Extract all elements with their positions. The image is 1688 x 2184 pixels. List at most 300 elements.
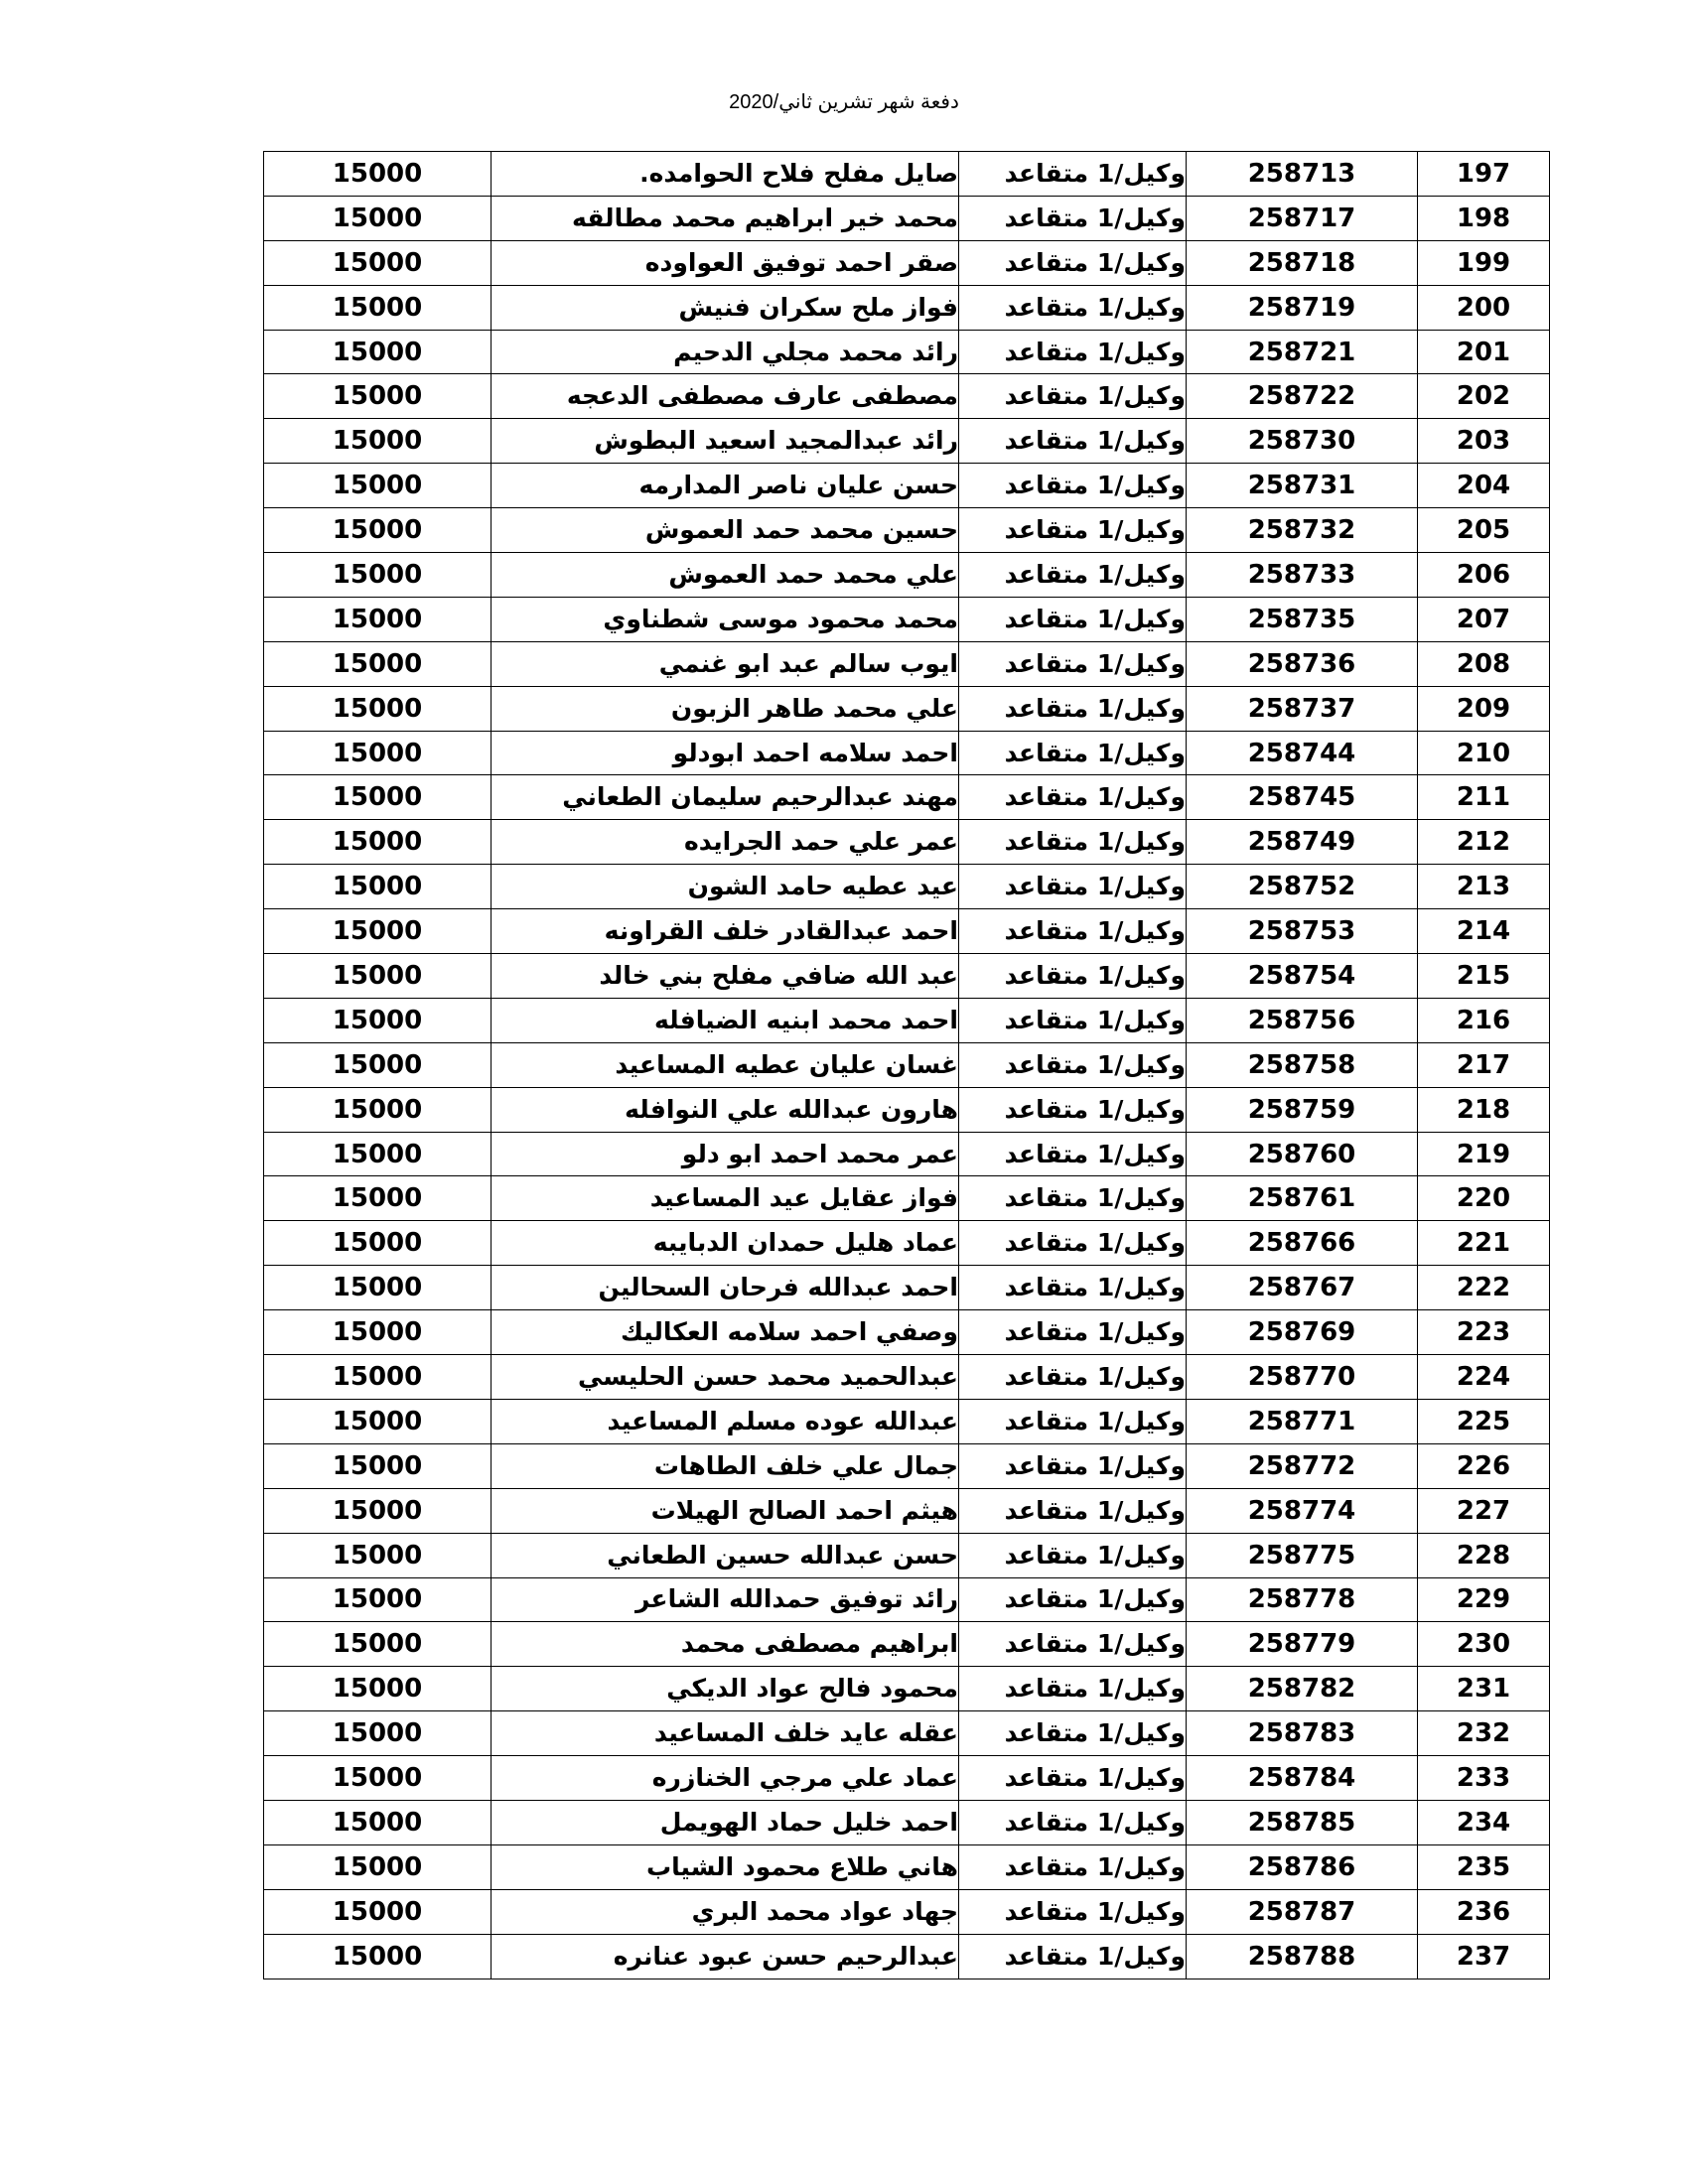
row-number: 221: [1456, 1228, 1511, 1259]
id-number-cell: [1187, 1934, 1418, 1979]
id-number-cell: [1187, 775, 1418, 820]
id-number: 258717: [1247, 203, 1356, 233]
amount-cell: [264, 731, 492, 775]
category-cell: [959, 1889, 1187, 1934]
row-number: 209: [1456, 693, 1511, 724]
id-number-cell: [1187, 508, 1418, 553]
row-number-cell: [1418, 1443, 1550, 1488]
id-number: 258774: [1247, 1495, 1356, 1526]
id-number: 258733: [1247, 559, 1356, 590]
full-name: غسان عليان عطيه المساعيد: [615, 1049, 958, 1079]
amount: 15000: [332, 693, 423, 724]
id-number-cell: [1187, 954, 1418, 999]
id-number-cell: [1187, 553, 1418, 598]
name-cell: [492, 909, 959, 954]
table-row: [264, 1667, 1550, 1711]
full-name: عبدالرحيم حسن عبود عنانره: [613, 1941, 958, 1971]
amount-cell: [264, 1934, 492, 1979]
amount-cell: [264, 1176, 492, 1221]
id-number: 258772: [1247, 1450, 1356, 1481]
category: وكيل/1 متقاعد: [1004, 1807, 1186, 1837]
full-name: جهاد عواد محمد البري: [691, 1896, 958, 1926]
table-row: [264, 1087, 1550, 1132]
row-number-cell: [1418, 1310, 1550, 1355]
id-number-cell: [1187, 464, 1418, 508]
name-cell: [492, 553, 959, 598]
full-name: عمر محمد احمد ابو دلو: [681, 1139, 958, 1168]
category: وكيل/1 متقاعد: [1004, 1005, 1186, 1034]
category-cell: [959, 731, 1187, 775]
name-cell: [492, 1355, 959, 1400]
table-row: [264, 686, 1550, 731]
category: وكيل/1 متقاعد: [1004, 203, 1186, 232]
id-number: 258719: [1247, 292, 1356, 323]
id-number-cell: [1187, 1577, 1418, 1622]
table-row: [264, 1355, 1550, 1400]
row-number-cell: [1418, 1577, 1550, 1622]
row-number-cell: [1418, 1800, 1550, 1844]
amount-cell: [264, 909, 492, 954]
row-number-cell: [1418, 152, 1550, 197]
category-cell: [959, 1132, 1187, 1176]
category-cell: [959, 1443, 1187, 1488]
table-row: [264, 196, 1550, 240]
row-number: 212: [1456, 827, 1511, 858]
payment-table: [263, 151, 1550, 1979]
category: وكيل/1 متقاعد: [1004, 1406, 1186, 1435]
amount: 15000: [332, 1361, 423, 1392]
id-number-cell: [1187, 1756, 1418, 1801]
row-number-cell: [1418, 1889, 1550, 1934]
id-number: 258788: [1247, 1941, 1356, 1972]
row-number: 223: [1456, 1317, 1511, 1348]
id-number-cell: [1187, 196, 1418, 240]
row-number: 226: [1456, 1450, 1511, 1481]
category: وكيل/1 متقاعد: [1004, 1183, 1186, 1213]
table-row: [264, 1221, 1550, 1266]
category-cell: [959, 998, 1187, 1042]
amount-cell: [264, 464, 492, 508]
amount: 15000: [332, 1049, 423, 1080]
amount: 15000: [332, 381, 423, 412]
amount-cell: [264, 1399, 492, 1443]
full-name: احمد محمد ابنيه الضيافله: [653, 1005, 958, 1034]
amount: 15000: [332, 648, 423, 679]
full-name: صايل مفلح فلاح الحوامده.: [639, 158, 958, 188]
table-row: [264, 464, 1550, 508]
row-number: 217: [1456, 1049, 1511, 1080]
category-cell: [959, 240, 1187, 285]
id-number-cell: [1187, 686, 1418, 731]
row-number: 232: [1456, 1718, 1511, 1749]
id-number-cell: [1187, 1399, 1418, 1443]
category: وكيل/1 متقاعد: [1004, 693, 1186, 723]
id-number-cell: [1187, 1667, 1418, 1711]
amount-cell: [264, 1889, 492, 1934]
category: وكيل/1 متقاعد: [1004, 1584, 1186, 1614]
row-number: 199: [1456, 247, 1511, 278]
name-cell: [492, 1087, 959, 1132]
table-row: [264, 1889, 1550, 1934]
amount-cell: [264, 865, 492, 909]
name-cell: [492, 330, 959, 374]
full-name: محمد خير ابراهيم محمد مطالقه: [572, 203, 958, 232]
amount-cell: [264, 1622, 492, 1667]
category: وكيل/1 متقاعد: [1004, 1273, 1186, 1302]
category: وكيل/1 متقاعد: [1004, 960, 1186, 990]
category: وكيل/1 متقاعد: [1004, 782, 1186, 812]
row-number-cell: [1418, 240, 1550, 285]
amount: 15000: [332, 916, 423, 947]
name-cell: [492, 641, 959, 686]
row-number: 237: [1456, 1941, 1511, 1972]
id-number-cell: [1187, 1176, 1418, 1221]
name-cell: [492, 1221, 959, 1266]
id-number: 258749: [1247, 827, 1356, 858]
table-row: [264, 1310, 1550, 1355]
amount-cell: [264, 597, 492, 641]
category-cell: [959, 1087, 1187, 1132]
full-name: محمود فالح عواد الديكي: [666, 1674, 958, 1704]
id-number-cell: [1187, 820, 1418, 865]
name-cell: [492, 820, 959, 865]
amount-cell: [264, 330, 492, 374]
name-cell: [492, 374, 959, 419]
amount-cell: [264, 641, 492, 686]
row-number: 231: [1456, 1674, 1511, 1705]
row-number: 202: [1456, 381, 1511, 412]
id-number: 258745: [1247, 782, 1356, 813]
amount: 15000: [332, 1674, 423, 1705]
table-row: [264, 508, 1550, 553]
category-cell: [959, 1176, 1187, 1221]
full-name: جمال علي خلف الطاهات: [653, 1450, 958, 1480]
row-number: 235: [1456, 1851, 1511, 1882]
category: وكيل/1 متقاعد: [1004, 1941, 1186, 1971]
amount-cell: [264, 954, 492, 999]
row-number: 204: [1456, 471, 1511, 501]
category: وكيل/1 متقاعد: [1004, 1495, 1186, 1525]
name-cell: [492, 1800, 959, 1844]
name-cell: [492, 1399, 959, 1443]
id-number-cell: [1187, 731, 1418, 775]
row-number-cell: [1418, 1667, 1550, 1711]
row-number: 220: [1456, 1183, 1511, 1214]
id-number: 258722: [1247, 381, 1356, 412]
full-name: مهند عبدالرحيم سليمان الطعاني: [562, 782, 958, 812]
category: وكيل/1 متقاعد: [1004, 1094, 1186, 1124]
id-number: 258760: [1247, 1139, 1356, 1169]
id-number: 258721: [1247, 337, 1356, 367]
name-cell: [492, 285, 959, 330]
id-number: 258759: [1247, 1094, 1356, 1125]
row-number: 200: [1456, 292, 1511, 323]
amount-cell: [264, 1711, 492, 1756]
row-number: 207: [1456, 604, 1511, 634]
row-number-cell: [1418, 1756, 1550, 1801]
category-cell: [959, 909, 1187, 954]
category-cell: [959, 865, 1187, 909]
row-number: 222: [1456, 1273, 1511, 1303]
id-number: 258754: [1247, 960, 1356, 991]
id-number-cell: [1187, 1310, 1418, 1355]
name-cell: [492, 865, 959, 909]
row-number: 203: [1456, 426, 1511, 457]
amount-cell: [264, 1266, 492, 1310]
amount: 15000: [332, 1317, 423, 1348]
category: وكيل/1 متقاعد: [1004, 559, 1186, 589]
id-number: 258744: [1247, 738, 1356, 768]
id-number-cell: [1187, 1266, 1418, 1310]
category: وكيل/1 متقاعد: [1004, 1317, 1186, 1347]
id-number-cell: [1187, 597, 1418, 641]
row-number-cell: [1418, 731, 1550, 775]
amount: 15000: [332, 872, 423, 902]
id-number-cell: [1187, 285, 1418, 330]
table-row: [264, 285, 1550, 330]
full-name: عبدالحميد محمد حسن الحليسي: [578, 1361, 958, 1391]
category-cell: [959, 1533, 1187, 1577]
full-name: عيد عطيه حامد الشون: [687, 872, 958, 901]
row-number-cell: [1418, 1042, 1550, 1087]
id-number-cell: [1187, 1889, 1418, 1934]
id-number: 258732: [1247, 515, 1356, 546]
table-row: [264, 1533, 1550, 1577]
full-name: حسن عبدالله حسين الطعاني: [607, 1540, 958, 1570]
row-number-cell: [1418, 1355, 1550, 1400]
name-cell: [492, 419, 959, 464]
table-row: [264, 419, 1550, 464]
table-row: [264, 1577, 1550, 1622]
name-cell: [492, 1889, 959, 1934]
amount-cell: [264, 508, 492, 553]
category-cell: [959, 1577, 1187, 1622]
category-cell: [959, 686, 1187, 731]
amount: 15000: [332, 782, 423, 813]
id-number: 258767: [1247, 1273, 1356, 1303]
row-number: 210: [1456, 738, 1511, 768]
id-number: 258713: [1247, 158, 1356, 189]
row-number: 197: [1456, 158, 1511, 189]
row-number-cell: [1418, 285, 1550, 330]
full-name: رائد عبدالمجيد اسعيد البطوش: [594, 426, 958, 456]
category: وكيل/1 متقاعد: [1004, 738, 1186, 767]
amount: 15000: [332, 1495, 423, 1526]
id-number: 258769: [1247, 1317, 1356, 1348]
id-number: 258730: [1247, 426, 1356, 457]
category: وكيل/1 متقاعد: [1004, 471, 1186, 500]
id-number: 258785: [1247, 1807, 1356, 1838]
category-cell: [959, 508, 1187, 553]
table-row: [264, 1934, 1550, 1979]
row-number: 211: [1456, 782, 1511, 813]
row-number-cell: [1418, 820, 1550, 865]
row-number-cell: [1418, 374, 1550, 419]
category-cell: [959, 641, 1187, 686]
id-number: 258779: [1247, 1629, 1356, 1660]
name-cell: [492, 1488, 959, 1533]
amount: 15000: [332, 1851, 423, 1882]
row-number: 213: [1456, 872, 1511, 902]
full-name: مصطفى عارف مصطفى الدعجه: [566, 381, 958, 411]
category: وكيل/1 متقاعد: [1004, 1139, 1186, 1168]
id-number: 258718: [1247, 247, 1356, 278]
amount-cell: [264, 1756, 492, 1801]
row-number-cell: [1418, 1533, 1550, 1577]
id-number-cell: [1187, 1488, 1418, 1533]
amount: 15000: [332, 559, 423, 590]
row-number: 215: [1456, 960, 1511, 991]
category: وكيل/1 متقاعد: [1004, 1763, 1186, 1792]
amount: 15000: [332, 1228, 423, 1259]
name-cell: [492, 1042, 959, 1087]
row-number-cell: [1418, 1132, 1550, 1176]
amount-cell: [264, 1310, 492, 1355]
id-number: 258735: [1247, 604, 1356, 634]
category: وكيل/1 متقاعد: [1004, 648, 1186, 678]
name-cell: [492, 597, 959, 641]
amount-cell: [264, 553, 492, 598]
table-row: [264, 1176, 1550, 1221]
category-cell: [959, 1266, 1187, 1310]
category-cell: [959, 1399, 1187, 1443]
amount: 15000: [332, 203, 423, 233]
table-row: [264, 1800, 1550, 1844]
amount: 15000: [332, 1450, 423, 1481]
name-cell: [492, 686, 959, 731]
table-row: [264, 775, 1550, 820]
category: وكيل/1 متقاعد: [1004, 292, 1186, 322]
id-number: 258787: [1247, 1896, 1356, 1927]
row-number-cell: [1418, 419, 1550, 464]
table-row: [264, 731, 1550, 775]
name-cell: [492, 1310, 959, 1355]
row-number-cell: [1418, 1622, 1550, 1667]
id-number: 258786: [1247, 1851, 1356, 1882]
category: وكيل/1 متقاعد: [1004, 1674, 1186, 1704]
full-name: عبدالله عوده مسلم المساعيد: [607, 1406, 958, 1435]
id-number: 258778: [1247, 1584, 1356, 1615]
name-cell: [492, 1844, 959, 1889]
category-cell: [959, 419, 1187, 464]
page-title: دفعة شهر تشرين ثاني/2020: [729, 91, 959, 113]
id-number-cell: [1187, 419, 1418, 464]
id-number: 258752: [1247, 872, 1356, 902]
amount: 15000: [332, 1584, 423, 1615]
table-row: [264, 1443, 1550, 1488]
row-number-cell: [1418, 775, 1550, 820]
row-number-cell: [1418, 464, 1550, 508]
id-number: 258766: [1247, 1228, 1356, 1259]
full-name: حسن عليان ناصر المدارمه: [638, 471, 958, 500]
amount-cell: [264, 1667, 492, 1711]
row-number: 228: [1456, 1540, 1511, 1570]
table-row: [264, 1711, 1550, 1756]
row-number-cell: [1418, 508, 1550, 553]
name-cell: [492, 196, 959, 240]
amount-cell: [264, 1355, 492, 1400]
row-number-cell: [1418, 330, 1550, 374]
row-number-cell: [1418, 1221, 1550, 1266]
id-number-cell: [1187, 1711, 1418, 1756]
amount: 15000: [332, 247, 423, 278]
row-number: 227: [1456, 1495, 1511, 1526]
amount-cell: [264, 1443, 492, 1488]
category: وكيل/1 متقاعد: [1004, 916, 1186, 946]
id-number: 258737: [1247, 693, 1356, 724]
id-number-cell: [1187, 641, 1418, 686]
payment-table-container: [263, 151, 1544, 1979]
row-number-cell: [1418, 196, 1550, 240]
name-cell: [492, 1622, 959, 1667]
category: وكيل/1 متقاعد: [1004, 1450, 1186, 1480]
amount: 15000: [332, 1540, 423, 1570]
id-number-cell: [1187, 374, 1418, 419]
name-cell: [492, 775, 959, 820]
id-number-cell: [1187, 240, 1418, 285]
category-cell: [959, 1221, 1187, 1266]
amount: 15000: [332, 1629, 423, 1660]
name-cell: [492, 1667, 959, 1711]
full-name: محمد محمود موسى شطناوي: [603, 604, 958, 633]
id-number: 258761: [1247, 1183, 1356, 1214]
row-number: 225: [1456, 1406, 1511, 1436]
table-row: [264, 909, 1550, 954]
full-name: عمر علي حمد الجرايده: [684, 827, 958, 857]
table-row: [264, 998, 1550, 1042]
amount-cell: [264, 240, 492, 285]
row-number: 206: [1456, 559, 1511, 590]
full-name: ابراهيم مصطفى محمد: [680, 1629, 958, 1659]
category: وكيل/1 متقاعد: [1004, 1896, 1186, 1926]
category: وكيل/1 متقاعد: [1004, 1228, 1186, 1258]
category-cell: [959, 1756, 1187, 1801]
category: وكيل/1 متقاعد: [1004, 1629, 1186, 1659]
table-row: [264, 1132, 1550, 1176]
category: وكيل/1 متقاعد: [1004, 337, 1186, 366]
category: وكيل/1 متقاعد: [1004, 1049, 1186, 1079]
category: وكيل/1 متقاعد: [1004, 604, 1186, 633]
full-name: رائد محمد مجلي الدحيم: [673, 337, 958, 366]
table-row: [264, 1844, 1550, 1889]
row-number-cell: [1418, 998, 1550, 1042]
name-cell: [492, 152, 959, 197]
row-number-cell: [1418, 909, 1550, 954]
table-row: [264, 865, 1550, 909]
full-name: فواز ملح سكران فنيش: [678, 292, 958, 322]
full-name: حسين محمد حمد العموش: [644, 515, 958, 545]
amount-cell: [264, 1577, 492, 1622]
table-row: [264, 240, 1550, 285]
row-number-cell: [1418, 553, 1550, 598]
id-number: 258771: [1247, 1406, 1356, 1436]
amount: 15000: [332, 426, 423, 457]
amount: 15000: [332, 738, 423, 768]
full-name: احمد سلامه احمد ابودلو: [672, 738, 958, 767]
category-cell: [959, 820, 1187, 865]
amount: 15000: [332, 827, 423, 858]
amount-cell: [264, 196, 492, 240]
row-number: 216: [1456, 1005, 1511, 1035]
amount-cell: [264, 998, 492, 1042]
category-cell: [959, 1042, 1187, 1087]
amount-cell: [264, 1221, 492, 1266]
name-cell: [492, 1577, 959, 1622]
amount-cell: [264, 1844, 492, 1889]
full-name: عماد علي مرجي الخنازره: [651, 1763, 958, 1792]
row-number: 198: [1456, 203, 1511, 233]
table-row: [264, 1266, 1550, 1310]
